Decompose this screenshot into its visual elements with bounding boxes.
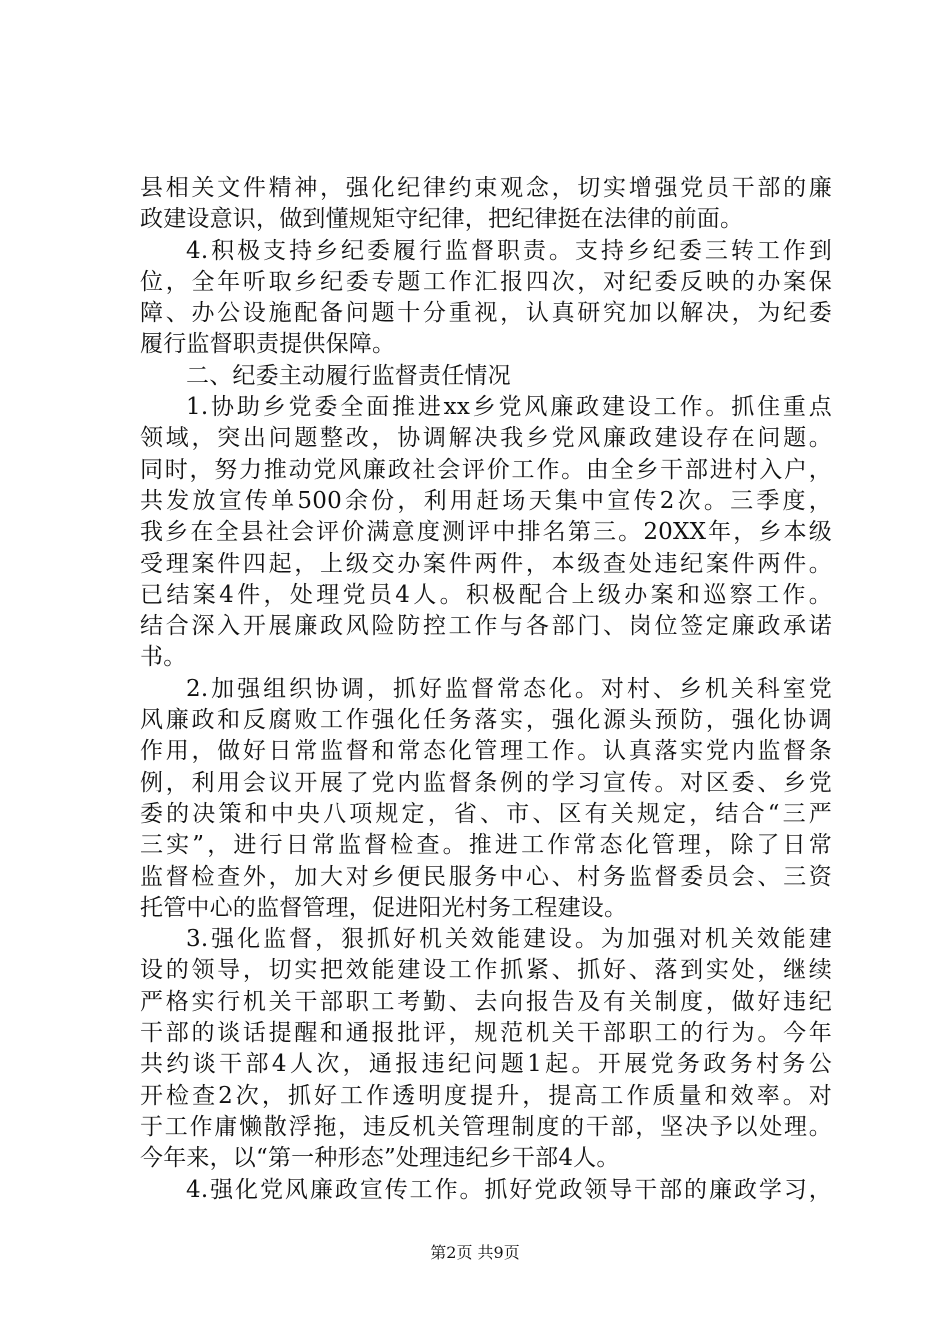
text-line: 书。 [140,644,187,671]
text-line: 三实”，进行日常监督检查。推进工作常态化管理，除了日常 [140,832,832,859]
text-line: 4.强化党风廉政宣传工作。抓好党政领导干部的廉政学习， [186,1176,832,1203]
text-line: 开检查2次，抓好工作透明度提升，提高工作质量和效率。对 [140,1082,832,1109]
text-line: 托管中心的监督管理，促进阳光村务工程建设。 [140,894,628,921]
text-line: 委的决策和中央八项规定，省、市、区有关规定，结合“三严 [140,800,832,827]
text-line: 领域，突出问题整改，协调解决我乡党风廉政建设存在问题。 [140,425,832,452]
text-line: 4.积极支持乡纪委履行监督职责。支持乡纪委三转工作到 [186,237,832,264]
text-line: 于工作庸懒散浮拖，违反机关管理制度的干部，坚决予以处理。 [140,1113,832,1140]
text-line: 干部的谈话提醒和通报批评，规范机关干部职工的行为。今年 [140,1020,832,1047]
text-line: 严格实行机关干部职工考勤、去向报告及有关制度，做好违纪 [140,988,832,1015]
text-line: 作用，做好日常监督和常态化管理工作。认真落实党内监督条 [140,738,832,765]
text-line: 2.加强组织协调，抓好监督常态化。对村、乡机关科室党 [186,675,832,702]
text-line: 共发放宣传单500余份，利用赶场天集中宣传2次。三季度， [140,487,832,514]
text-line: 监督检查外，加大对乡便民服务中心、村务监督委员会、三资 [140,863,832,890]
text-line: 障、办公设施配备问题十分重视，认真研究加以解决，为纪委 [140,300,832,327]
text-line: 1.协助乡党委全面推进xx乡党风廉政建设工作。抓住重点 [186,394,832,421]
text-line: 已结案4件，处理党员4人。积极配合上级办案和巡察工作。 [140,581,832,608]
text-line: 位，全年听取乡纪委专题工作汇报四次，对纪委反映的办案保 [140,268,832,295]
text-line: 同时，努力推动党风廉政社会评价工作。由全乡干部进村入户， [140,456,832,483]
text-line: 3.强化监督，狠抓好机关效能建设。为加强对机关效能建 [186,926,832,953]
text-line: 二、纪委主动履行监督责任情况 [186,362,511,389]
text-line: 今年来，以“第一种形态”处理违纪乡干部4人。 [140,1145,620,1172]
text-line: 履行监督职责提供保障。 [140,331,396,358]
text-line: 共约谈干部4人次，通报违纪问题1起。开展党务政务村务公 [140,1051,832,1078]
text-line: 受理案件四起，上级交办案件两件，本级查处违纪案件两件。 [140,550,832,577]
text-line: 例，利用会议开展了党内监督条例的学习宣传。对区委、乡党 [140,769,832,796]
page-footer [0,1242,950,1264]
document-body [140,173,832,1206]
text-line: 县相关文件精神，强化纪律约束观念，切实增强党员干部的廉 [140,175,832,201]
text-line: 政建设意识，做到懂规矩守纪律，把纪律挺在法律的前面。 [140,206,744,233]
text-line: 设的领导，切实把效能建设工作抓紧、抓好、落到实处，继续 [140,957,832,984]
text-line: 结合深入开展廉政风险防控工作与各部门、岗位签定廉政承诺 [140,613,832,640]
page-number-label: 第2页 共9页 [430,1243,520,1262]
text-line: 我乡在全县社会评价满意度测评中排名第三。20XX年，乡本级 [140,519,832,546]
text-line: 风廉政和反腐败工作强化任务落实，强化源头预防，强化协调 [140,707,832,734]
